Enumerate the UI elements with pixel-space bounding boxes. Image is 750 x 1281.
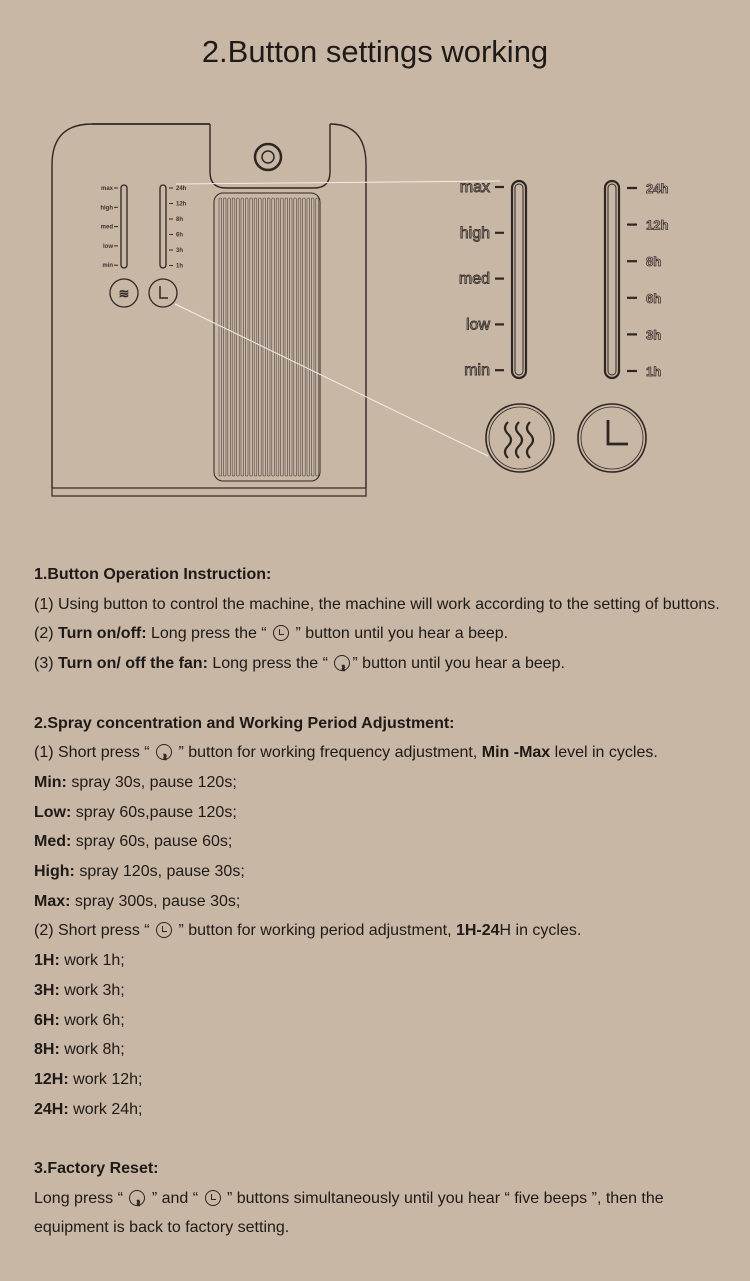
s1-p2: (2) Turn on/off: Long press the “ ” button until you hear a beep. bbox=[34, 625, 509, 643]
level-item: Low: spray 60s,pause 120s; bbox=[34, 803, 237, 821]
s2-p1: (1) Short press “ ⌇⌇⌇ ” button for working frequency adjustment, Min -Max level in cycles. bbox=[34, 738, 734, 768]
level-item: High: spray 120s, pause 30s; bbox=[34, 863, 245, 881]
small-hour-label: 6h bbox=[176, 232, 184, 239]
page-title: 2.Button settings working bbox=[201, 34, 549, 69]
big-clock-button bbox=[578, 404, 646, 472]
hour-item: 8H: work 8h; bbox=[34, 1041, 125, 1059]
section-1-heading: 1.Button Operation Instruction: bbox=[34, 566, 272, 583]
hour-item: 6H: work 6h; bbox=[34, 1011, 125, 1029]
fan-waves-icon bbox=[505, 422, 533, 458]
big-hour-labels bbox=[627, 181, 668, 379]
level-item: Med: spray 60s, pause 60s; bbox=[34, 833, 233, 851]
big-hour-label: 24h bbox=[646, 181, 669, 196]
big-level-label: high bbox=[459, 224, 490, 242]
clock-icon bbox=[205, 1190, 221, 1206]
clock-icon bbox=[156, 922, 172, 938]
big-hour-bar bbox=[605, 181, 619, 378]
big-level-bar bbox=[512, 181, 526, 378]
hour-item: 24H: work 24h; bbox=[34, 1100, 143, 1118]
level-item: Min: spray 30s, pause 120s; bbox=[34, 773, 237, 791]
s3-p: Long press “ ⌇⌇⌇ ” and “ ” buttons simultaneously until you hear “ five beeps ”, then the equipment is back to factory setting. bbox=[34, 1184, 734, 1243]
big-level-label: max bbox=[459, 179, 490, 196]
device-diagram bbox=[0, 110, 750, 510]
big-hour-label: 1h bbox=[646, 364, 662, 379]
section-3-heading: 3.Factory Reset: bbox=[34, 1160, 159, 1178]
big-hour-label: 12h bbox=[646, 217, 669, 233]
fan-icon bbox=[129, 1190, 145, 1206]
vent-grille bbox=[214, 193, 320, 481]
small-hour-label: 8h bbox=[176, 217, 184, 223]
instructions bbox=[34, 560, 734, 1243]
small-hour-label: 3h bbox=[176, 248, 184, 254]
clock-icon bbox=[273, 625, 289, 641]
hour-item: 12H: work 12h; bbox=[34, 1070, 143, 1088]
device-base bbox=[52, 488, 366, 496]
small-level-label: min bbox=[102, 263, 113, 270]
big-hour-label: 3h bbox=[646, 327, 662, 343]
s1-p3: (3) Turn on/ off the fan: Long press the “ ⌇⌇⌇” button until you hear a beep. bbox=[34, 649, 734, 679]
small-hour-labels bbox=[169, 186, 187, 270]
s1-p1: (1) Using button to control the machine, the machine will work according to the setting of buttons. bbox=[34, 595, 720, 613]
fan-icon bbox=[334, 655, 350, 671]
small-hour-label: 24h bbox=[176, 186, 187, 192]
nozzle-cap bbox=[210, 124, 330, 188]
small-clock-button bbox=[149, 279, 177, 307]
small-level-label: max bbox=[100, 186, 113, 192]
big-level-label: med bbox=[458, 270, 490, 288]
small-level-labels bbox=[100, 186, 118, 269]
small-level-label: low bbox=[103, 243, 113, 250]
small-hour-label: 12h bbox=[176, 201, 187, 208]
level-list bbox=[34, 768, 734, 917]
hour-item: 3H: work 3h; bbox=[34, 981, 125, 999]
big-level-label: low bbox=[465, 316, 490, 334]
device-body-outline bbox=[52, 124, 330, 488]
device-body-outline-right bbox=[330, 124, 366, 488]
small-level-label: high bbox=[100, 205, 113, 212]
big-fan-button bbox=[486, 404, 554, 472]
nozzle-icon bbox=[255, 144, 281, 170]
small-hour-label: 1h bbox=[176, 263, 184, 270]
big-level-label: min bbox=[464, 362, 490, 380]
svg-text:≋: ≋ bbox=[118, 286, 130, 301]
big-hour-label: 8h bbox=[646, 254, 662, 270]
s2-p2: (2) Short press “ ” button for working period adjustment, 1H-24H in cycles. bbox=[34, 922, 582, 940]
big-level-labels bbox=[459, 179, 504, 379]
big-hour-label: 6h bbox=[646, 290, 662, 306]
clock-icon bbox=[608, 420, 628, 444]
level-item: Max: spray 300s, pause 30s; bbox=[34, 892, 241, 910]
section-2-heading: 2.Spray concentration and Working Period Adjustment: bbox=[34, 714, 455, 732]
hour-list bbox=[34, 946, 734, 1124]
small-level-label: med bbox=[100, 224, 113, 231]
hour-item: 1H: work 1h; bbox=[34, 952, 125, 970]
fan-icon bbox=[156, 744, 172, 760]
